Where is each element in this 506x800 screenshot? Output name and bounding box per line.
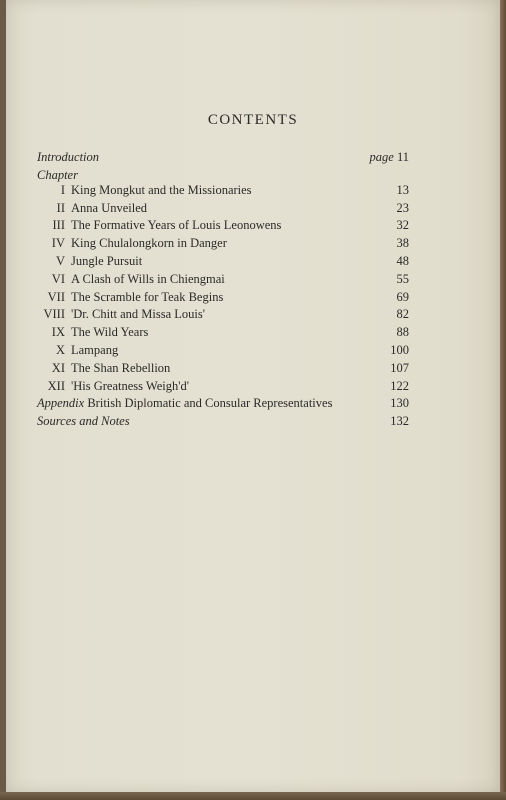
- chapter-numeral: XII: [47, 378, 65, 393]
- toc-entry-chapter: [37, 360, 409, 378]
- toc-entry-chapter: [37, 324, 409, 342]
- toc-entry-chapter: [37, 235, 409, 253]
- toc-entry-chapter: [37, 342, 409, 360]
- chapter-page: 32: [396, 218, 409, 233]
- toc-entry-chapter: [37, 271, 409, 289]
- table-of-contents: [37, 149, 409, 431]
- chapter-title: Jungle Pursuit: [71, 253, 143, 268]
- chapter-title: 'His Greatness Weigh'd': [71, 378, 189, 393]
- chapter-numeral: VI: [51, 271, 65, 286]
- page-number: 11: [396, 150, 409, 164]
- introduction-page: [370, 149, 409, 167]
- toc-entry-chapter: [37, 378, 409, 396]
- appendix-title: British Diplomatic and Consular Representatives: [87, 396, 333, 411]
- chapter-page: 48: [396, 253, 409, 268]
- chapter-numeral: XI: [51, 360, 65, 375]
- chapter-title: The Wild Years: [71, 325, 149, 340]
- toc-entry-introduction: [37, 149, 409, 167]
- chapter-title: Lampang: [71, 342, 119, 357]
- toc-entry-chapter: [37, 182, 409, 200]
- toc-entry-chapter: [37, 200, 409, 218]
- chapter-page: 69: [396, 289, 409, 304]
- sources-label: Sources and Notes: [37, 414, 130, 429]
- chapter-page: 82: [396, 307, 409, 322]
- introduction-label: Introduction: [37, 150, 100, 164]
- chapter-page: 122: [390, 378, 409, 393]
- chapter-numeral: VII: [47, 289, 65, 304]
- toc-entry-chapter: [37, 306, 409, 324]
- chapter-numeral: IX: [51, 325, 65, 340]
- chapter-numeral: V: [55, 253, 65, 268]
- appendix-page: 130: [390, 396, 409, 411]
- chapter-page: 100: [390, 342, 409, 357]
- book-bottom-edge: [0, 792, 506, 800]
- chapter-page: 55: [396, 271, 409, 286]
- chapter-heading: Chapter: [37, 167, 78, 182]
- chapter-title: Anna Unveiled: [71, 200, 148, 215]
- chapter-page: 38: [396, 236, 409, 251]
- chapter-list: [37, 182, 409, 396]
- chapter-numeral: III: [52, 218, 65, 233]
- chapter-page: 13: [396, 182, 409, 197]
- chapter-title: The Shan Rebellion: [71, 360, 171, 375]
- chapter-page: 107: [390, 360, 409, 375]
- page-title: CONTENTS: [207, 112, 299, 128]
- chapter-numeral: X: [55, 342, 65, 357]
- chapter-title: King Chulalongkorn in Danger: [71, 236, 227, 251]
- chapter-numeral: I: [60, 182, 65, 197]
- toc-entry-sources: [37, 413, 409, 431]
- chapter-numeral: II: [56, 200, 65, 215]
- toc-entry-appendix: [37, 395, 409, 413]
- chapter-page: 88: [396, 325, 409, 340]
- toc-entry-chapter: [37, 217, 409, 235]
- chapter-title: The Scramble for Teak Begins: [71, 289, 224, 304]
- chapter-title: King Mongkut and the Missionaries: [71, 182, 252, 197]
- chapter-title: 'Dr. Chitt and Missa Louis': [71, 307, 206, 322]
- chapter-title: The Formative Years of Louis Leonowens: [71, 218, 282, 233]
- toc-entry-chapter: [37, 289, 409, 307]
- appendix-prefix: Appendix: [37, 396, 85, 411]
- chapter-title: A Clash of Wills in Chiengmai: [71, 271, 225, 286]
- chapter-numeral: IV: [51, 236, 65, 251]
- page-prefix: page: [369, 150, 394, 164]
- sources-page: 132: [390, 414, 409, 429]
- chapter-numeral: VIII: [43, 307, 65, 322]
- chapter-page: 23: [396, 200, 409, 215]
- toc-entry-chapter: [37, 253, 409, 271]
